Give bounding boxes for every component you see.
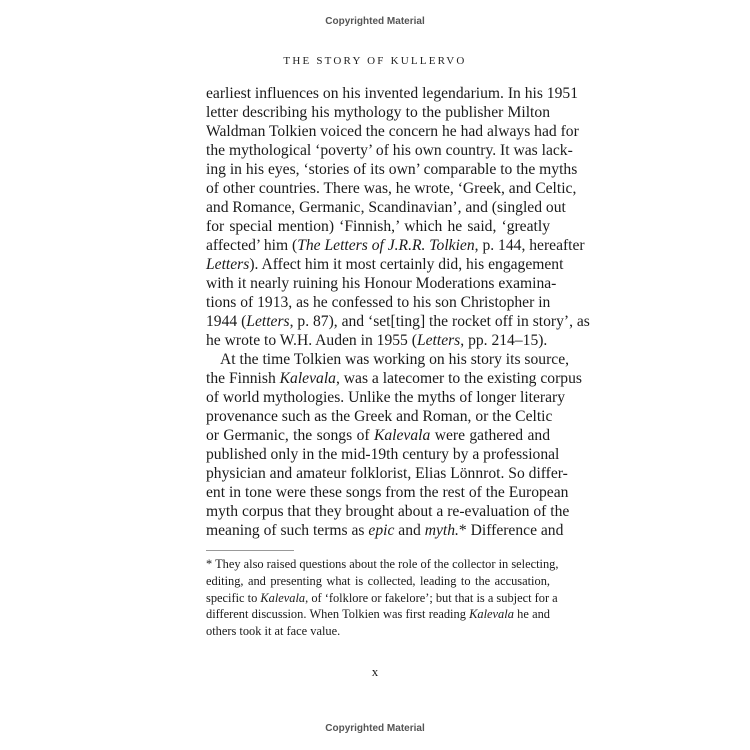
text-line bbox=[206, 464, 568, 483]
text-segment: myth corpus that they brought about a re-evaluation of the bbox=[206, 503, 570, 520]
text-segment: At the time Tolkien was working on his story its source, bbox=[220, 351, 570, 368]
text-segment: he and bbox=[513, 607, 551, 622]
text-segment: the mythological ‘poverty’ of his own country. It was lack- bbox=[206, 142, 573, 159]
text-line bbox=[206, 312, 590, 331]
text-segment: with it nearly ruining his Honour Moderations examina- bbox=[206, 275, 557, 292]
italic-text: Kalevala bbox=[279, 370, 336, 387]
text-line bbox=[206, 556, 559, 573]
text-line bbox=[206, 502, 570, 521]
text-segment: and bbox=[394, 522, 425, 539]
text-segment: physician and amateur folklorist, Elias Lönnrot. So differ- bbox=[206, 465, 568, 482]
text-line bbox=[206, 236, 585, 255]
footnote-rule bbox=[206, 550, 294, 551]
running-head: THE STORY OF KULLERVO bbox=[283, 55, 467, 67]
text-line bbox=[206, 103, 550, 122]
text-line bbox=[206, 573, 550, 590]
text-line bbox=[206, 331, 550, 350]
text-segment: letter describing his mythology to the publisher Milton bbox=[206, 104, 550, 121]
text-segment: affected’ him ( bbox=[206, 237, 298, 254]
text-line bbox=[206, 141, 573, 160]
text-line bbox=[206, 179, 577, 198]
italic-text: myth. bbox=[424, 522, 459, 539]
text-line bbox=[206, 122, 579, 141]
text-segment: he wrote to W.H. Auden in 1955 ( bbox=[206, 332, 417, 349]
text-line bbox=[206, 407, 553, 426]
text-line bbox=[206, 274, 557, 293]
text-line bbox=[206, 350, 570, 369]
italic-text: Letters bbox=[416, 332, 461, 349]
text-line bbox=[206, 606, 550, 623]
text-segment: ent in tone were these songs from the rest of the European bbox=[206, 484, 569, 501]
text-line bbox=[206, 84, 578, 103]
text-segment: provenance such as the Greek and Roman, or the Celtic bbox=[206, 408, 553, 425]
text-line bbox=[206, 521, 564, 540]
text-segment: 1944 ( bbox=[206, 313, 247, 330]
watermark-bottom: Copyrighted Material bbox=[325, 723, 425, 734]
italic-text: Letters bbox=[246, 313, 290, 330]
italic-text: The Letters of J.R.R. Tolkien bbox=[297, 237, 475, 254]
page-number: x bbox=[371, 664, 379, 679]
text-line bbox=[206, 388, 566, 407]
text-segment: different discussion. When Tolkien was first reading bbox=[206, 607, 470, 622]
text-segment: earliest influences on his invented legendarium. In his 1951 bbox=[206, 85, 578, 102]
text-segment: others took it at face value. bbox=[206, 624, 341, 639]
text-line bbox=[206, 483, 569, 502]
italic-text: epic bbox=[368, 522, 395, 539]
text-line bbox=[206, 293, 550, 312]
footnote bbox=[206, 556, 559, 640]
text-line bbox=[206, 255, 564, 274]
italic-text: Kalevala bbox=[373, 427, 431, 444]
text-segment: Waldman Tolkien voiced the concern he had always had for bbox=[206, 123, 579, 140]
text-line bbox=[206, 426, 550, 445]
italic-text: Kalevala bbox=[469, 607, 514, 622]
text-segment: * Difference and bbox=[458, 522, 564, 539]
text-segment: for special mention) ‘Finnish,’ which he said, ‘greatly bbox=[206, 218, 550, 235]
text-segment: ing in his eyes, ‘stories of its own’ comparable to the myths bbox=[206, 161, 578, 178]
watermark-top: Copyrighted Material bbox=[325, 16, 425, 27]
text-line bbox=[206, 217, 550, 236]
text-segment: tions of 1913, as he confessed to his son Christopher in bbox=[206, 294, 551, 311]
text-segment: , p. 87), and ‘set[ting] the rocket off in story’, as bbox=[289, 313, 590, 330]
text-line bbox=[206, 198, 566, 217]
text-segment: of world mythologies. Unlike the myths of longer literary bbox=[206, 389, 566, 406]
text-line bbox=[206, 445, 560, 464]
body-text bbox=[206, 84, 590, 540]
text-line bbox=[206, 623, 550, 640]
text-segment: were gathered and bbox=[430, 427, 550, 444]
text-line bbox=[206, 590, 558, 607]
italic-text: Kalevala bbox=[260, 590, 306, 605]
text-segment: published only in the mid-19th century by a professional bbox=[206, 446, 560, 463]
text-segment: , p. 144, hereafter bbox=[474, 237, 585, 254]
text-segment: , of ‘folklore or fakelore’; but that is a subject for a bbox=[305, 590, 558, 605]
text-segment: meaning of such terms as bbox=[206, 522, 369, 539]
text-segment: , was a latecomer to the existing corpus bbox=[335, 370, 582, 387]
text-segment: ). Affect him it most certainly did, his engagement bbox=[249, 256, 564, 273]
italic-text: Letters bbox=[206, 256, 250, 273]
text-segment: or Germanic, the songs of bbox=[206, 427, 374, 444]
text-line bbox=[206, 160, 578, 179]
text-segment: the Finnish bbox=[206, 370, 280, 387]
text-segment: specific to bbox=[206, 590, 261, 605]
text-segment: editing, and presenting what is collected, leading to the accusation, bbox=[206, 573, 550, 588]
text-segment: of other countries. There was, he wrote, ‘Greek, and Celtic, bbox=[206, 180, 577, 197]
text-segment: * They also raised questions about the role of the collector in selecting, bbox=[206, 557, 559, 571]
text-segment: and Romance, Germanic, Scandinavian’, and (singled out bbox=[206, 199, 566, 216]
text-line bbox=[206, 369, 582, 388]
text-segment: , pp. 214–15). bbox=[460, 332, 548, 349]
